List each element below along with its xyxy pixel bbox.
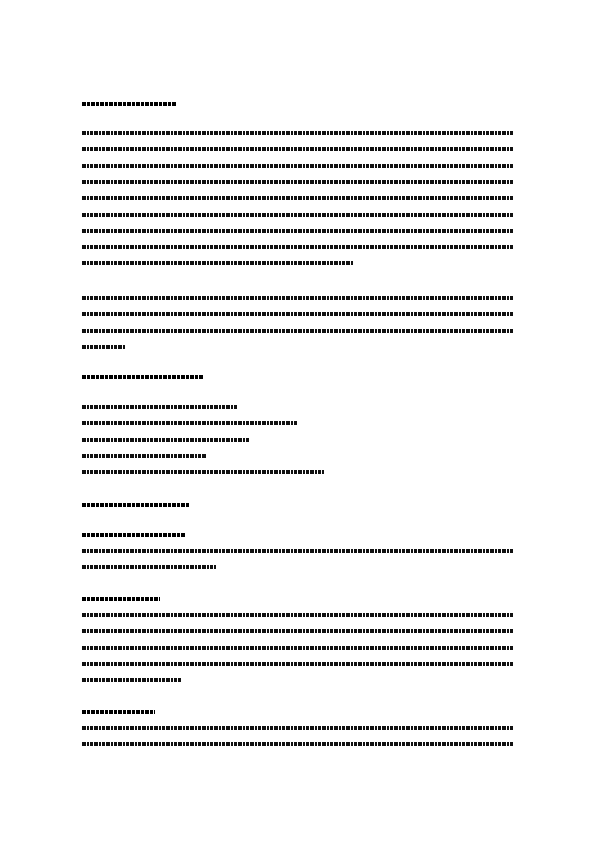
- paragraph-line: [82, 326, 514, 336]
- list-line: [82, 467, 514, 477]
- text-stroke: [82, 438, 250, 442]
- text-stroke: [82, 196, 514, 200]
- text-stroke: [82, 213, 514, 217]
- text-stroke: [82, 329, 514, 333]
- text-stroke: [82, 646, 514, 650]
- heading-line: [82, 99, 514, 109]
- paragraph-line: [82, 626, 514, 636]
- paragraph-line: [82, 177, 514, 187]
- text-stroke: [82, 312, 514, 316]
- text-stroke: [82, 164, 514, 168]
- heading-line: [82, 500, 514, 510]
- paragraph-line: [82, 258, 514, 268]
- paragraph-line: [82, 210, 514, 220]
- subheading-line: [82, 594, 514, 604]
- text-stroke: [82, 710, 155, 714]
- list-line: [82, 418, 514, 428]
- paragraph-line: [82, 293, 514, 303]
- paragraph-line: [82, 226, 514, 236]
- text-stroke: [82, 533, 186, 537]
- text-stroke: [82, 662, 514, 666]
- text-stroke: [82, 470, 324, 474]
- paragraph-line: [82, 610, 514, 620]
- paragraph-line: [82, 659, 514, 669]
- list-line: [82, 402, 514, 412]
- subheading-line: [82, 530, 514, 540]
- text-stroke: [82, 375, 203, 379]
- text-stroke: [82, 742, 514, 746]
- paragraph-line: [82, 739, 514, 749]
- heading-line: [82, 372, 514, 382]
- text-stroke: [82, 102, 177, 106]
- paragraph-line: [82, 144, 514, 154]
- text-stroke: [82, 454, 207, 458]
- text-stroke: [82, 345, 125, 349]
- text-stroke: [82, 245, 514, 249]
- text-stroke: [82, 296, 514, 300]
- list-line: [82, 435, 514, 445]
- text-stroke: [82, 261, 354, 265]
- text-stroke: [82, 613, 514, 617]
- text-stroke: [82, 405, 238, 409]
- text-stroke: [82, 131, 514, 135]
- paragraph-line: [82, 242, 514, 252]
- text-stroke: [82, 678, 181, 682]
- text-stroke: [82, 180, 514, 184]
- paragraph-line: [82, 546, 514, 556]
- text-stroke: [82, 229, 514, 233]
- paragraph-line: [82, 342, 514, 352]
- paragraph-line: [82, 643, 514, 653]
- text-stroke: [82, 147, 514, 151]
- text-stroke: [82, 726, 514, 730]
- list-line: [82, 451, 514, 461]
- paragraph-line: [82, 161, 514, 171]
- subheading-line: [82, 707, 514, 717]
- text-stroke: [82, 421, 298, 425]
- paragraph-line: [82, 675, 514, 685]
- text-stroke: [82, 549, 514, 553]
- text-stroke: [82, 597, 160, 601]
- paragraph-line: [82, 723, 514, 733]
- text-stroke: [82, 629, 514, 633]
- paragraph-line: [82, 309, 514, 319]
- paragraph-line: [82, 128, 514, 138]
- paragraph-line: [82, 562, 514, 572]
- text-stroke: [82, 565, 216, 569]
- paragraph-line: [82, 193, 514, 203]
- text-stroke: [82, 503, 190, 507]
